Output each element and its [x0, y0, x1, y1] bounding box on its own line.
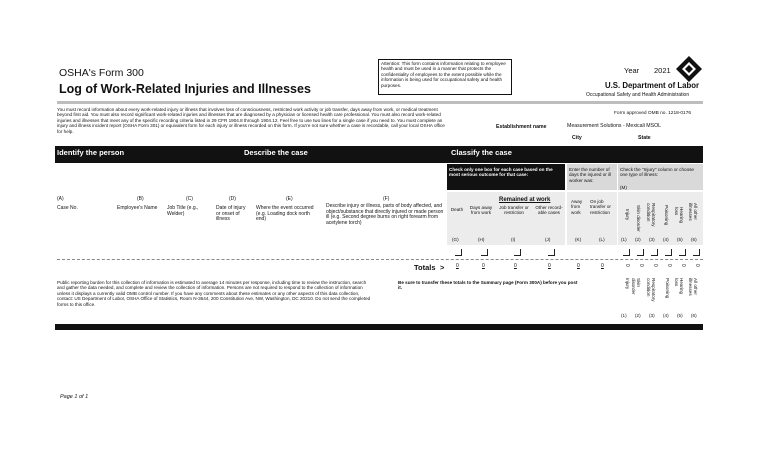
burden-statement: Public reporting burden for this collection of information is estimated to average 14 minutes per response, including time to review the instruction, search and gather the data needed, and complete and review the collection of information. Persons are not required to respond to the collection of information unless it displays a currently valid OMB control number. If you have any comments about these estimates or any other aspects of this data collection, contact: US Department of Labor, OSHA Office of Statistics, Room N-3644, 200 Constitution Ave, NW, Washington, DC 20210. Do not send the completed forms to this office.: [57, 280, 371, 307]
form-number: OSHA's Form 300: [59, 67, 144, 79]
col-c-letter: (C): [186, 196, 193, 202]
footer-type-6: All other illnesses: [688, 278, 698, 296]
section-identify: Identify the person: [57, 148, 125, 157]
attention-box: Attention: This form contains information relating to employee health and must be used in a manner that protects the confidentiality of employees to the extent possible while the information is being used for occupational safety and health purposes.: [378, 59, 512, 95]
total-type-6: 0: [694, 264, 700, 267]
administration-name: Occupational Safety and Health Administration: [586, 92, 690, 98]
total-type-5: 0: [680, 264, 686, 267]
checkbox-j[interactable]: [548, 249, 555, 256]
col-f-label: Describe injury or illness, parts of body affected, and object/substance that directly injured or made person ill (e.g. Second degree burns on right forearm from acetylene torch): [326, 203, 444, 226]
state-label: State: [638, 135, 651, 141]
col-e-label: Where the event occurred (e.g. Loading dock north end): [256, 205, 314, 223]
col-d-letter: (D): [229, 196, 236, 202]
checkbox-i[interactable]: [514, 249, 521, 256]
col-a-label: Case No.: [57, 205, 78, 211]
footer-type-2-num: (2): [635, 313, 641, 318]
footer-type-4-num: (4): [663, 313, 669, 318]
col-g-letter: (G): [452, 237, 459, 242]
check-one-box-note: Check only one box for each case based on the most serious outcome for that case:: [447, 164, 565, 190]
checkbox-type-5[interactable]: [679, 249, 686, 256]
establishment-name-label: Establishment name: [496, 124, 547, 130]
col-b-letter: (B): [137, 196, 144, 202]
total-type-2: 0: [638, 264, 644, 267]
total-h: 0: [482, 263, 485, 269]
col-l-letter: (L): [599, 237, 605, 242]
section-header-bar: [55, 146, 703, 163]
header-divider: [57, 101, 703, 104]
type-3-label: Respiratory condition: [646, 203, 656, 227]
total-i: 0: [514, 263, 517, 269]
footer-type-5: Hearing loss: [674, 278, 684, 295]
col-c-label: Job Title (e.g., Welder): [167, 205, 199, 217]
type-4-num: (4): [663, 237, 669, 242]
establishment-name-value[interactable]: Measurement Solutions - Mexicali MSOL: [567, 123, 661, 129]
col-k-label: Away from work: [571, 199, 583, 215]
footer-type-3: Respiratory condition: [646, 278, 656, 302]
totals-label: Totals: [414, 263, 436, 272]
type-6-label: All other illnesses: [688, 203, 698, 221]
checkbox-type-4[interactable]: [665, 249, 672, 256]
type-1-num: (1): [621, 237, 627, 242]
col-a-letter: (A): [57, 196, 64, 202]
footer-type-1: Injury: [625, 278, 630, 290]
transfer-note: Be sure to transfer these totals to the Summary page (Form 300A) before you post it.: [398, 280, 578, 291]
year-value: 2021: [654, 66, 671, 75]
col-e-letter: (E): [286, 196, 293, 202]
col-h-label: Days away from work: [469, 205, 493, 216]
checkbox-type-1[interactable]: [623, 249, 630, 256]
totals-arrow: >: [440, 263, 445, 272]
type-5-num: (5): [677, 237, 683, 242]
checkbox-type-6[interactable]: [693, 249, 700, 256]
footer-type-3-num: (3): [649, 313, 655, 318]
section-classify: Classify the case: [451, 148, 512, 157]
checkbox-type-2[interactable]: [637, 249, 644, 256]
department-name: U.S. Department of Labor: [605, 81, 700, 90]
form-title: Log of Work-Related Injuries and Illnesses: [59, 82, 311, 96]
col-j-letter: (J): [545, 237, 551, 242]
type-2-num: (2): [635, 237, 641, 242]
type-1-label: Injury: [625, 209, 630, 221]
checkbox-type-3[interactable]: [651, 249, 658, 256]
total-type-1: 0: [624, 264, 630, 267]
col-g-label: Death: [450, 207, 464, 212]
col-f-letter: (F): [383, 196, 390, 202]
col-l-label: On job transfer or restriction: [590, 199, 611, 215]
col-i-label: Job transfer or restriction: [499, 205, 529, 216]
footer-type-1-num: (1): [621, 313, 627, 318]
type-3-num: (3): [649, 237, 655, 242]
type-2-label: Skin disorder: [636, 205, 641, 232]
footer-type-6-num: (6): [691, 313, 697, 318]
bottom-bar: [55, 324, 703, 330]
total-j: 0: [548, 263, 551, 269]
total-type-4: 0: [666, 264, 672, 267]
footer-type-4: Poisoning: [665, 278, 670, 299]
city-label: City: [572, 135, 582, 141]
section-describe: Describe the case: [244, 148, 308, 157]
instructions-text: You must record information about every work-related injury or illness that involves loss of consciousness, restricted work activity or job transfer, days away from work, or medical treatment beyond first aid. You must also record significant work-related injuries and illnesses that are diagnosed by a physician or licensed health care professional. You must also record work-related injuries and illnesses that meet any of the specific recording criteria listed in 29 CFR 1904.8 through 1904.12. Feel free to use two lines for a single case if you need to. You must complete an injury and illness incident report (OSHA Form 301) or equivalent form for each injury or illness recorded on this form. If you're not sure whether a case is recordable, call your local OSHA office for help.: [57, 107, 445, 134]
enter-days-note: Enter the number of days the injured or ill worker was:: [567, 164, 617, 190]
checkbox-h[interactable]: [481, 249, 488, 256]
col-d-label: Date of injury or onset of illness: [216, 205, 246, 223]
type-5-label: Hearing loss: [674, 207, 684, 224]
year-label: Year: [624, 66, 640, 75]
type-4-label: Poisoning: [664, 205, 669, 226]
col-i-letter: (I): [511, 237, 516, 242]
total-type-3: 0: [652, 264, 658, 267]
col-b-label: Employee's Name: [117, 205, 158, 211]
footer-type-5-num: (5): [677, 313, 683, 318]
total-g: 0: [456, 263, 459, 269]
total-k: 0: [577, 263, 580, 269]
col-k-letter: (K): [575, 237, 582, 242]
page-indicator: Page 1 of 1: [60, 394, 89, 400]
omb-note: Form approved OMB no. 1218-0176: [614, 111, 692, 116]
col-j-label: Other record-able cases: [535, 205, 563, 216]
footer-type-2: Skin disorder: [631, 278, 641, 295]
type-6-num: (6): [691, 237, 697, 242]
dol-seal-logo: [676, 56, 702, 82]
col-h-letter: (H): [478, 237, 485, 242]
illness-code: (M): [618, 185, 703, 190]
check-injury-note: Check the "Injury" column or choose one type of illness:: [618, 164, 703, 185]
remained-at-work-label: Remained at work: [499, 197, 551, 203]
total-l: 0: [601, 263, 604, 269]
checkbox-g[interactable]: [455, 249, 462, 256]
page-totals-separator: [57, 259, 703, 260]
